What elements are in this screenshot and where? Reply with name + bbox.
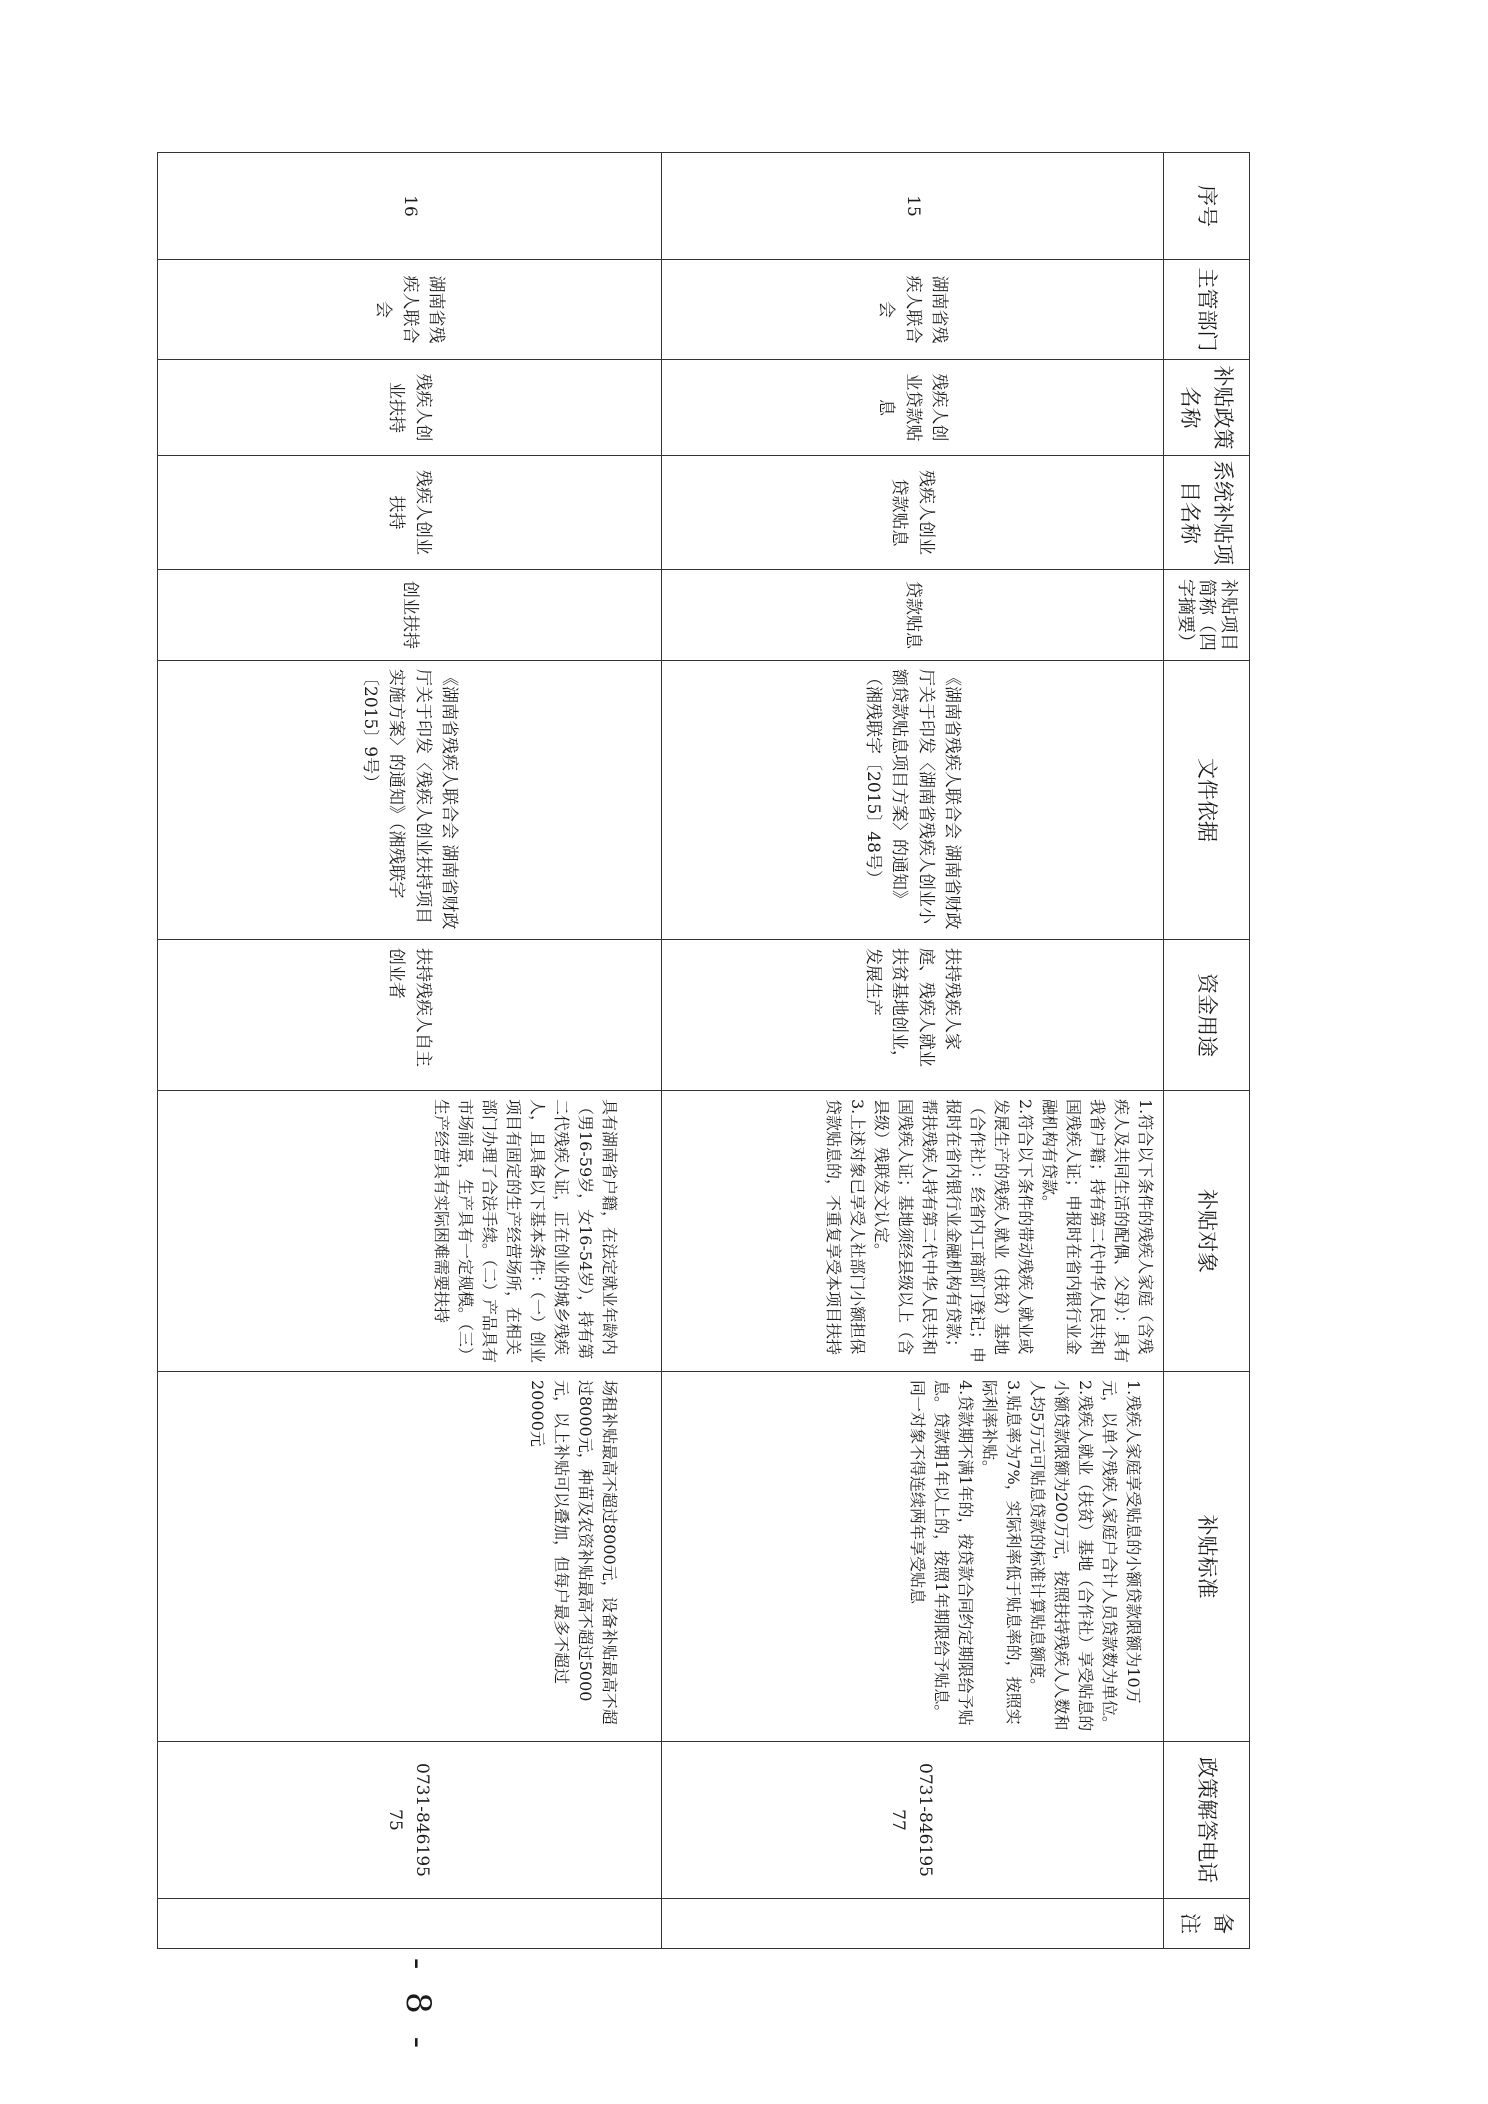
header-policy-name: 补贴政策名称	[1164, 360, 1250, 456]
system-name-cell: 残疾人创业贷款贴息	[662, 456, 1164, 570]
basis-cell: 《湖南省残疾人联合会 湖南省财政厅关于印发〈残疾人创业扶持项目实施方案〉的通知》（湘残联字〔2015〕9号）	[158, 661, 662, 940]
header-basis: 文件依据	[1164, 661, 1250, 940]
header-phone: 政策解答电话	[1164, 1742, 1250, 1899]
seq-cell: 15	[662, 153, 1164, 260]
policy-name-cell: 残疾人创业贷款贴息	[662, 360, 1164, 456]
table-row	[158, 153, 662, 1949]
header-short-name: 补贴项目简称（四字摘要）	[1164, 570, 1250, 661]
target-cell: 1.符合以下条件的残疾人家庭（含残疾人及共同生活的配偶、父母）：具有我省户籍；持有第二代中华人民共和国残疾人证；申报时在省内银行业金融机构有贷款。 2.符合以下条件的带动残疾人就业或发展生产的残疾人就业（扶贫）基地（合作社）：经省内工商部门登记；申报时在省内银行业金融机构有贷款；帮扶残疾人持有第二代中华人民共和国残疾人证；基地须经县级以上（含县级）残联发文认定。 3.上述对象已享受人社部门小额担保贷款贴息的，不重复享受本项目扶持	[662, 1091, 1164, 1372]
phone-line1: 0731-846195	[412, 1763, 433, 1877]
remark-cell	[158, 1899, 662, 1949]
short-name-cell: 贷款贴息	[662, 570, 1164, 661]
header-seq: 序号	[1164, 153, 1250, 260]
header-standard: 补贴标准	[1164, 1372, 1250, 1742]
phone-line2: 77	[888, 1809, 909, 1831]
standard-cell: 场租补贴最高不超过8000元，设备补贴最高不超过8000元，种苗及农资补贴最高不超过5000元，以上补贴可以叠加，但每户最多不超过20000元	[158, 1372, 662, 1742]
dept-cell: 湖南省残疾人联合会	[158, 260, 662, 360]
header-system-name: 系统补贴项目名称	[1164, 456, 1250, 570]
usage-cell: 扶持残疾人家庭、残疾人就业扶贫基地创业，发展生产	[662, 940, 1164, 1091]
short-name-cell: 创业扶持	[158, 570, 662, 661]
rotated-page	[158, 152, 1250, 1948]
standard-cell: 1.残疾人家庭享受贴息的小额贷款限额为10万元，以单个残疾人家庭户合计人员贷款数为单位。 2.残疾人就业（扶贫）基地（合作社）享受贴息的小额贷款限额为200万元，按照扶持残疾人人数和人均5万元可贴息贷款的标准计算贴息额度。 3.贴息率为7%，实际利率低于贴息率的，按照实际利率补贴。 4.贷款期不满1年的，按贷款合同约定期限给予贴息。贷款期1年以上的，按照1年期限给予贴息。同一对象不得连续两年享受贴息	[662, 1372, 1164, 1742]
basis-cell: 《湖南省残疾人联合会 湖南省财政厅关于印发〈湖南省残疾人创业小额贷款贴息项目方案〉的通知》（湘残联字〔2015〕48号）	[662, 661, 1164, 940]
phone-cell	[158, 1742, 662, 1899]
header-target: 补贴对象	[1164, 1091, 1250, 1372]
dept-cell: 湖南省残疾人联合会	[662, 260, 1164, 360]
header-row	[1164, 153, 1250, 1949]
system-name-cell: 残疾人创业扶持	[158, 456, 662, 570]
header-usage: 资金用途	[1164, 940, 1250, 1091]
remark-cell	[662, 1899, 1164, 1949]
phone-line2: 75	[385, 1809, 406, 1831]
header-dept: 主管部门	[1164, 260, 1250, 360]
seq-cell: 16	[158, 153, 662, 260]
policy-name-cell: 残疾人创业扶持	[158, 360, 662, 456]
header-remark: 备注	[1164, 1899, 1250, 1949]
phone-line1: 0731-846195	[915, 1763, 936, 1877]
phone-cell	[662, 1742, 1164, 1899]
subsidy-table	[157, 152, 1250, 1949]
table-row	[662, 153, 1164, 1949]
usage-cell: 扶持残疾人自主创业者	[158, 940, 662, 1091]
page-number: - 8 -	[398, 1957, 439, 2055]
target-cell: 具有湖南省户籍，在法定就业年龄内（男16-59岁，女16-54岁），持有第二代残疾人证，正在创业的城乡残疾人，且具备以下基本条件：（一）创业项目有固定的生产经营场所，在相关部门办理了合法手续。（二）产品具有市场前景，生产具有一定规模。（三）生产经营具有实际困难需要扶持	[158, 1091, 662, 1372]
